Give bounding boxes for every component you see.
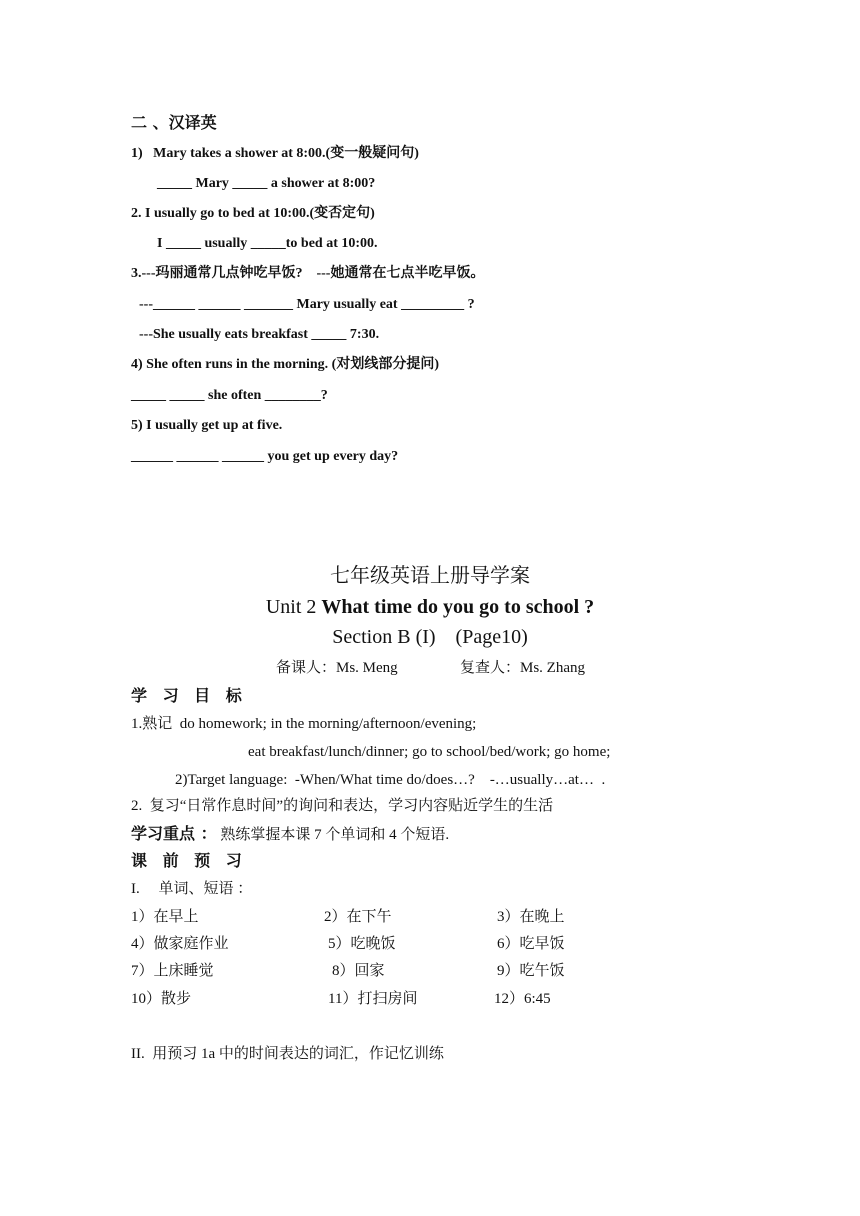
vocab-item: 11）打扫房间 xyxy=(328,991,418,1007)
exercise-line: 3.---玛丽通常几点钟吃早饭? ---她通常在七点半吃早饭。 xyxy=(131,266,485,281)
preview-part-2: II. 用预习 1a 中的时间表达的词汇，作记忆训练 xyxy=(131,1046,444,1062)
objective-line: 2)Target language: -When/What time do/does…? -…usually…at… . xyxy=(175,772,606,788)
vocab-item: 6）吃早饭 xyxy=(497,936,565,952)
exercise-line: ______ ______ ______ you get up every day? xyxy=(131,449,399,464)
exercise-line: 5) I usually get up at five. xyxy=(131,418,283,433)
section-label: Section B (I) (Page10) xyxy=(332,626,528,648)
vocab-item: 4）做家庭作业 xyxy=(131,936,229,952)
vocab-item: 8）回家 xyxy=(332,963,385,979)
worksheet-title: 七年级英语上册导学案 xyxy=(330,565,530,587)
section-heading-translation: 二 、汉译英 xyxy=(131,113,217,132)
preview-part-1: I. 单词、短语 ： xyxy=(131,881,253,897)
exercise-line: 2. I usually go to bed at 10:00.(变否定句) xyxy=(131,206,375,221)
vocab-item: 7）上床睡觉 xyxy=(131,963,214,979)
objective-line: eat breakfast/lunch/dinner; go to school/bed/work; go home; xyxy=(248,744,611,760)
exercise-line: 4) She often runs in the morning. (对划线部分提问) xyxy=(131,357,440,372)
unit-question: What time do you go to school ? xyxy=(321,596,595,618)
key-points-text: 熟练掌握本课 7 个单词和 4 个短语. xyxy=(220,827,450,843)
vocab-item: 3）在晚上 xyxy=(497,909,565,925)
objective-line: 1.熟记 do homework; in the morning/afternoon/evening; xyxy=(131,716,477,732)
vocab-item: 12）6:45 xyxy=(494,991,551,1007)
vocab-item: 1）在早上 xyxy=(131,909,199,925)
key-points xyxy=(131,826,449,843)
unit-title xyxy=(0,597,860,617)
vocab-item: 2）在下午 xyxy=(324,909,392,925)
vocab-item: 5）吃晚饭 xyxy=(328,936,396,952)
exercise-line: ---______ ______ _______ Mary usually eat _________ ? xyxy=(139,297,475,312)
vocab-item: 9）吃午饭 xyxy=(497,963,565,979)
vocab-item: 10）散步 xyxy=(131,991,192,1007)
exercise-line: _____ _____ she often ________? xyxy=(131,388,328,403)
objective-line: 2. 复习“日常作息时间”的询问和表达，学习内容贴近学生的生活 xyxy=(131,798,554,814)
exercise-line: _____ Mary _____ a shower at 8:00? xyxy=(157,176,376,191)
unit-prefix: Unit 2 xyxy=(265,596,322,618)
checker-label: 复查人：Ms. Zhang xyxy=(460,660,585,676)
key-points-label: 学习重点 ： xyxy=(131,824,217,843)
exercise-line: 1) Mary takes a shower at 8:00.(变一般疑问句) xyxy=(131,146,419,161)
preview-heading: 课 前 预 习 xyxy=(131,851,247,870)
exercise-line: I _____ usually _____to bed at 10:00. xyxy=(157,236,378,251)
preparer-label: 备课人：Ms. Meng xyxy=(276,660,398,676)
objectives-heading: 学 习 目 标 xyxy=(131,686,247,705)
exercise-line: ---She usually eats breakfast _____ 7:30. xyxy=(139,327,380,342)
